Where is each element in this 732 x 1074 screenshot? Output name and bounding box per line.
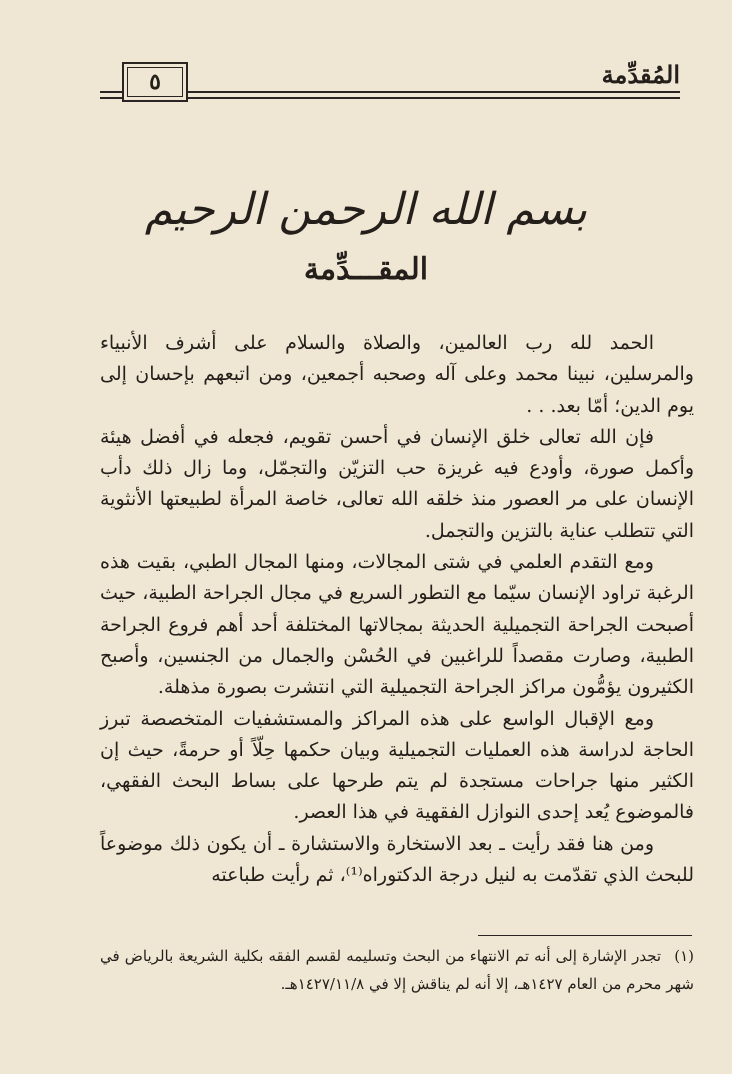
footnote-line: [100, 942, 694, 998]
footnote: [100, 942, 694, 998]
paragraph: ومع التقدم العلمي في شتى المجالات، ومنها المجال الطبي، بقيت هذه الرغبة تراود الإنسان سيّما مع التطور السريع في مجال الجراحة الطبية، حيث أصبحت الجراحة التجميلية الحديثة بمجالاتها المختلفة أحد أهم فروع الجراحة الطبية، وصارت مقصداً للراغبين في الحُسْن والجمال من الجنسين، وأصبح الكثيرون يؤمُّون مراكز الجراحة التجميلية التي انتشرت بصورة مذهلة.: [100, 551, 694, 699]
footnote-text: تجدر الإشارة إلى أنه تم الانتهاء من البحث وتسليمه لقسم الفقه بكلية الشريعة بالرياض في شهر محرم من العام ١٤٢٧هـ، إلا أنه لم يناقش إلا في ١٤٢٧/١١/٨هـ.: [100, 947, 694, 993]
page-number-frame: [122, 62, 188, 102]
paragraph: ومع الإقبال الواسع على هذه المراكز والمستشفيات المتخصصة تبرز الحاجة لدراسة هذه العمليات التجميلية وبيان حكمها حِلّاً أو حرمةً، حيث إن الكثير منها جراحات مستجدة لم يتم طرحها على بساط البحث الفقهي، فالموضوع يُعد إحدى النوازل الفقهية في هذا العصر.: [100, 707, 694, 824]
page-number: ٥: [149, 69, 161, 95]
footnote-separator: [478, 935, 692, 936]
paragraph: فإن الله تعالى خلق الإنسان في أحسن تقويم، فجعله في أفضل هيئة وأكمل صورة، وأودع فيه غريزة حب التزيّن والتجمّل، وما زال ذلك دأب الإنسان على مر العصور منذ خلقه الله تعالى، خاصة المرأة لطبيعتها الأنثوية التي تتطلب عناية بالتزين والتجمل.: [100, 425, 694, 542]
page-header: [100, 58, 680, 104]
footnote-marker: (١): [674, 947, 694, 965]
body-text: [100, 328, 694, 891]
running-head: المُقدِّمة: [601, 60, 680, 89]
paragraph: الحمد لله رب العالمين، والصلاة والسلام على أشرف الأنبياء والمرسلين، نبينا محمد وعلى آله وصحبه أجمعين، ومن اتبعهم بإحسان إلى يوم الدين؛ أمّا بعد. . .: [100, 332, 694, 417]
section-title: المقـــدِّمة: [303, 252, 429, 287]
paragraph: ومن هنا فقد رأيت ـ بعد الاستخارة والاستشارة ـ أن يكون ذلك موضوعاً للبحث الذي تقدّمت به لنيل درجة الدكتوراه⁽¹⁾، ثم رأيت طباعته: [100, 832, 694, 887]
basmala-calligraphy: بسم الله الرحمن الرحيم: [144, 184, 588, 235]
